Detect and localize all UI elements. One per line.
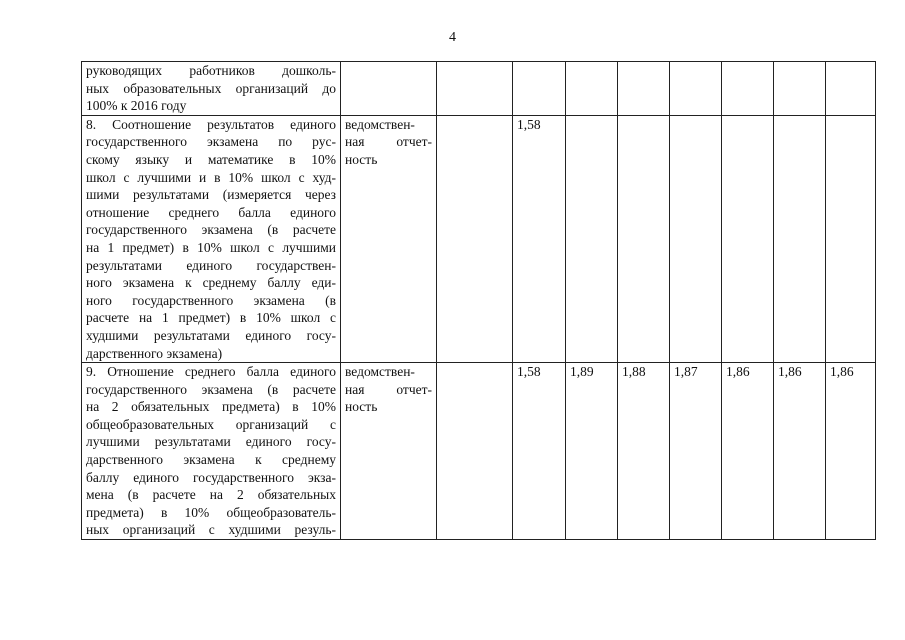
table-cell bbox=[437, 62, 513, 116]
data-source bbox=[341, 115, 437, 362]
table-cell: 1,88 bbox=[618, 363, 670, 540]
description-line: предмета) в 10% общеобразователь- bbox=[86, 504, 336, 520]
table-cell bbox=[437, 115, 513, 362]
table-cell: 1,58 bbox=[513, 115, 566, 362]
data-source bbox=[341, 363, 437, 540]
description-line: государственного экзамена (в расчете bbox=[86, 222, 336, 238]
table-cell: 1,86 bbox=[774, 363, 826, 540]
description-line: результатами единого государствен- bbox=[86, 257, 336, 273]
description-line: 8. Соотношение результатов единого bbox=[86, 116, 336, 132]
table-cell bbox=[618, 115, 670, 362]
table-cell bbox=[722, 62, 774, 116]
description-line: ного государственного экзамена (в bbox=[86, 292, 336, 308]
description-line: ного экзамена к среднему баллу еди- bbox=[86, 275, 336, 291]
description-line: на 1 предмет) в 10% школ с лучшими bbox=[86, 239, 336, 255]
description-line: 100% к 2016 году bbox=[86, 98, 187, 114]
table-cell bbox=[722, 115, 774, 362]
description-line: руководящих работников дошколь- bbox=[86, 63, 336, 78]
table-cell bbox=[566, 115, 618, 362]
source-line: ность bbox=[345, 151, 378, 167]
indicator-description bbox=[82, 115, 341, 362]
description-line: дарственного экзамена) bbox=[86, 345, 223, 361]
description-line: 9. Отношение среднего балла единого bbox=[86, 364, 336, 380]
table-cell bbox=[826, 62, 876, 116]
indicator-description bbox=[82, 62, 341, 116]
description-line: дарственного экзамена к среднему bbox=[86, 452, 336, 468]
page-number: 4 bbox=[449, 30, 456, 45]
description-line: ных организаций с худшими резуль- bbox=[86, 522, 336, 538]
description-line: расчете на 1 предмет) в 10% школ с bbox=[86, 310, 336, 326]
description-line: скому языку и математике в 10% bbox=[86, 151, 336, 167]
description-line: мена (в расчете на 2 обязательных bbox=[86, 487, 336, 503]
source-line: ная отчет- bbox=[345, 381, 432, 397]
indicator-table bbox=[81, 61, 876, 540]
table-cell: 1,86 bbox=[826, 363, 876, 540]
table-cell bbox=[618, 62, 670, 116]
table-cell: 1,58 bbox=[513, 363, 566, 540]
table-row bbox=[82, 115, 876, 362]
description-line: государственного экзамена по рус- bbox=[86, 134, 336, 150]
description-line: общеобразовательных организаций с bbox=[86, 416, 336, 432]
table-cell bbox=[670, 115, 722, 362]
description-line: ных образовательных организаций до bbox=[86, 80, 336, 96]
table-cell: 1,89 bbox=[566, 363, 618, 540]
description-line: лучшими результатами единого госу- bbox=[86, 434, 336, 450]
description-line: худшими результатами единого госу- bbox=[86, 327, 336, 343]
source-line: ность bbox=[345, 399, 378, 415]
table-cell bbox=[513, 62, 566, 116]
table-row bbox=[82, 363, 876, 540]
table-cell bbox=[774, 115, 826, 362]
table-cell bbox=[566, 62, 618, 116]
source-line: ведомствен- bbox=[345, 364, 415, 380]
description-line: школ с лучшими и в 10% школ с худ- bbox=[86, 169, 336, 185]
table-cell bbox=[437, 363, 513, 540]
description-line: на 2 обязательных предмета) в 10% bbox=[86, 399, 336, 415]
indicator-description bbox=[82, 363, 341, 540]
source-line: ведомствен- bbox=[345, 116, 415, 132]
table-row bbox=[82, 62, 876, 116]
table-cell: 1,87 bbox=[670, 363, 722, 540]
description-line: шими результатами (измеряется через bbox=[86, 187, 336, 203]
description-line: государственного экзамена (в расчете bbox=[86, 381, 336, 397]
source-line: ная отчет- bbox=[345, 134, 432, 150]
description-line: отношение среднего балла единого bbox=[86, 204, 336, 220]
table-cell bbox=[670, 62, 722, 116]
table-cell: 1,86 bbox=[722, 363, 774, 540]
table-cell bbox=[774, 62, 826, 116]
description-line: баллу единого государственного экза- bbox=[86, 469, 336, 485]
table-cell bbox=[826, 115, 876, 362]
data-source bbox=[341, 62, 437, 116]
